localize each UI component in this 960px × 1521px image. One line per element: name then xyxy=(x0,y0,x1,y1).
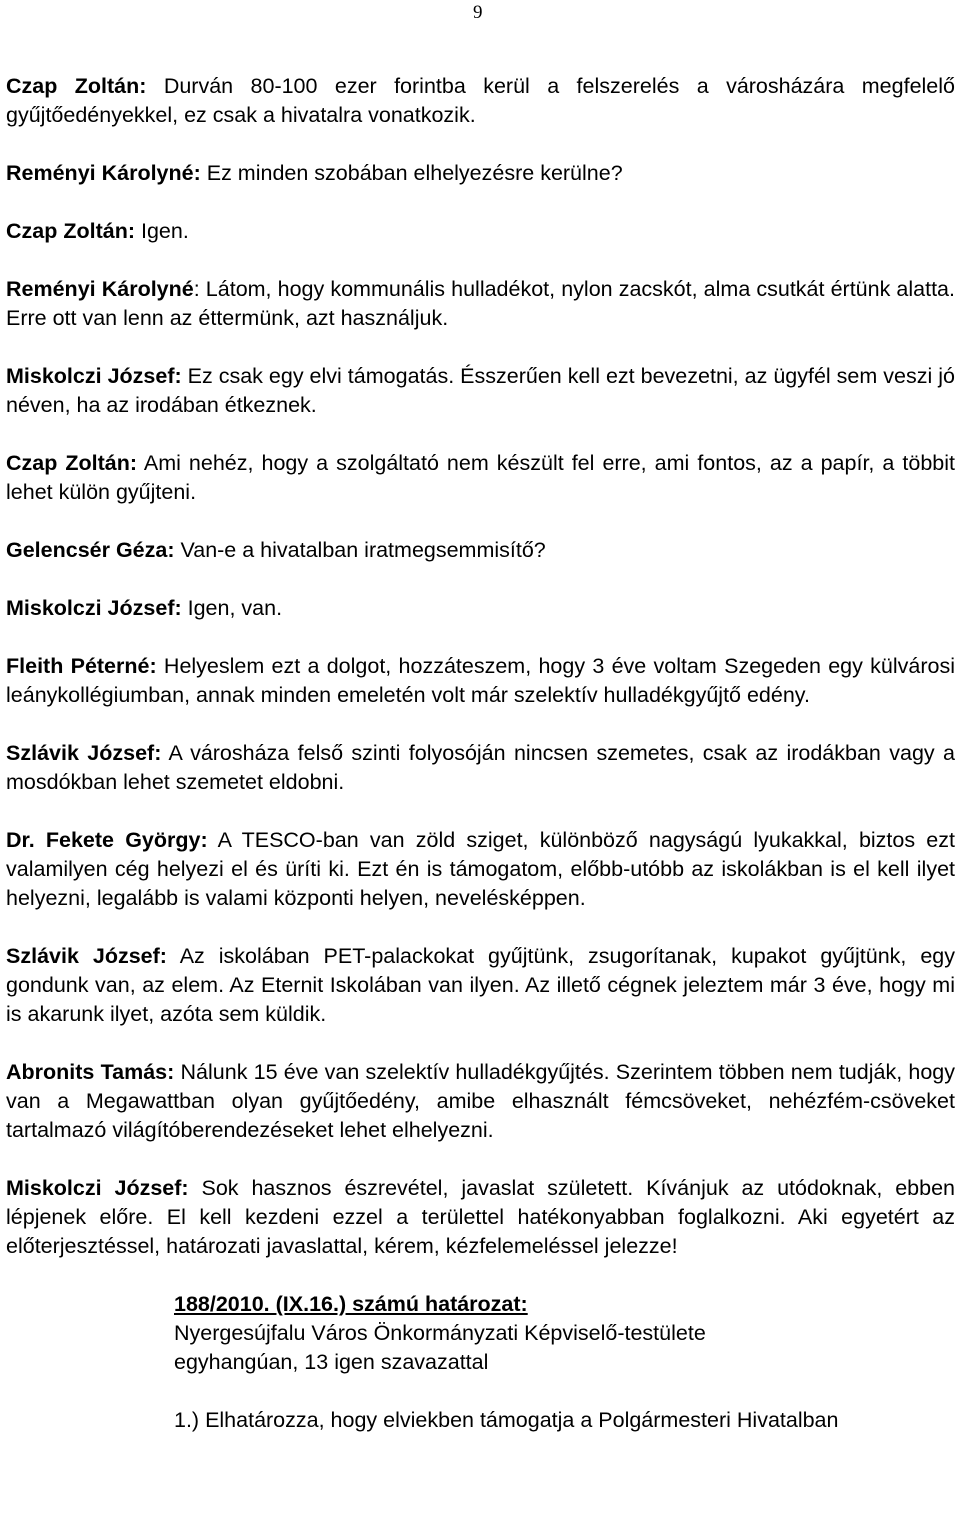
paragraph-13 xyxy=(6,1058,955,1145)
speaker-name: Czap Zoltán: xyxy=(6,451,138,475)
paragraph-2 xyxy=(6,159,955,188)
paragraph-12 xyxy=(6,942,955,1029)
speaker-name: Szlávik József: xyxy=(6,741,162,765)
paragraph-text: Az iskolában PET-palackokat gyűjtünk, zsugorítanak, kupakot gyűjtünk, egy gondunk van, az elem. Az Eternit Iskolában van ilyen. Az illető cégnek jeleztem már 3 éve, hogy mi is akarunk ilyet, azóta sem küldik. xyxy=(6,944,955,1026)
paragraph-text: A TESCO-ban van zöld sziget, különböző nagyságú lyukakkal, biztos ezt valamilyen cég helyezi el és üríti ki. Ezt én is támogatom, előbb-utóbb az iskolákban is el kell ilyet helyezni, legalább is valami központi helyen, nevelésképpen. xyxy=(6,828,955,910)
speaker-name: Fleith Péterné: xyxy=(6,654,157,678)
paragraph-14 xyxy=(6,1174,955,1261)
speaker-name: Reményi Károlyné: xyxy=(6,161,201,185)
paragraph-9 xyxy=(6,652,955,710)
speaker-name: Czap Zoltán: xyxy=(6,74,147,98)
resolution-body-line: egyhangúan, 13 igen szavazattal xyxy=(174,1350,489,1374)
paragraph-8 xyxy=(6,594,955,623)
resolution-body-line: Nyergesújfalu Város Önkormányzati Képviselő-testülete xyxy=(174,1321,706,1345)
paragraph-1 xyxy=(6,72,955,130)
document-body xyxy=(6,72,955,1435)
speaker-name: Gelencsér Géza: xyxy=(6,538,175,562)
resolution-block xyxy=(174,1290,955,1435)
paragraph-10 xyxy=(6,739,955,797)
paragraph-text: Van-e a hivatalban iratmegsemmisítő? xyxy=(174,538,546,562)
paragraph-text: Ez csak egy elvi támogatás. Ésszerűen kell ezt bevezetni, az ügyfél sem veszi jó néven, ha az irodában étkeznek. xyxy=(6,364,955,417)
paragraph-11 xyxy=(6,826,955,913)
paragraph-text: A városháza felső szinti folyosóján nincsen szemetes, csak az irodákban vagy a mosdókban lehet szemetet eldobni. xyxy=(6,741,955,794)
speaker-name: Abronits Tamás: xyxy=(6,1060,175,1084)
page-number: 9 xyxy=(473,2,483,23)
paragraph-text: Durván 80-100 ezer forintba kerül a felszerelés a városházára megfelelő gyűjtőedényekkel, ez csak a hivatalra vonatkozik. xyxy=(6,74,955,127)
paragraph-text: Ami nehéz, hogy a szolgáltató nem készült fel erre, ami fontos, az a papír, a többit lehet külön gyűjteni. xyxy=(6,451,955,504)
speaker-name: Miskolczi József: xyxy=(6,1176,189,1200)
speaker-name: Reményi Károlyné xyxy=(6,277,194,301)
speaker-name: Dr. Fekete György: xyxy=(6,828,208,852)
paragraph-6 xyxy=(6,449,955,507)
speaker-name: Miskolczi József: xyxy=(6,364,182,388)
paragraph-5 xyxy=(6,362,955,420)
paragraph-4 xyxy=(6,275,955,333)
paragraph-3 xyxy=(6,217,955,246)
paragraph-text: : Látom, hogy kommunális hulladékot, nylon zacskót, alma csutkát értünk alatta. Erre ott van lenn az éttermünk, azt használjuk. xyxy=(6,277,955,330)
speaker-name: Miskolczi József: xyxy=(6,596,182,620)
speaker-name: Szlávik József: xyxy=(6,944,167,968)
paragraph-text: Nálunk 15 éve van szelektív hulladékgyűjtés. Szerintem többen nem tudják, hogy van a Megawattban olyan gyűjtőedény, amibe elhasznált fémcsöveket, nehézfém-csöveket tartalmazó világítóberendezéseket lehet elhelyezni. xyxy=(6,1060,956,1142)
paragraph-text: Helyeslem ezt a dolgot, hozzáteszem, hogy 3 éve voltam Szegeden egy külvárosi leánykollégiumban, annak minden emeletén volt már szelektív hulladékgyűjtő edény. xyxy=(6,654,955,707)
paragraph-text: Ez minden szobában elhelyezésre kerülne? xyxy=(200,161,623,185)
resolution-title: 188/2010. (IX.16.) számú határozat: xyxy=(174,1292,528,1316)
paragraph-text: Igen, van. xyxy=(181,596,283,620)
paragraph-text: Igen. xyxy=(135,219,189,243)
speaker-name: Czap Zoltán: xyxy=(6,219,135,243)
paragraph-7 xyxy=(6,536,955,565)
paragraph-text: Sok hasznos észrevétel, javaslat született. Kívánjuk az utódoknak, ebben lépjenek előre. El kell kezdeni ezzel a területtel hatékonyabban foglalkozni. Aki egyetért az előterjesztéssel, határozati javaslattal, kérem, kézfelemeléssel jelezze! xyxy=(6,1176,955,1258)
resolution-item-1: 1.) Elhatározza, hogy elviekben támogatja a Polgármesteri Hivatalban xyxy=(174,1408,839,1432)
